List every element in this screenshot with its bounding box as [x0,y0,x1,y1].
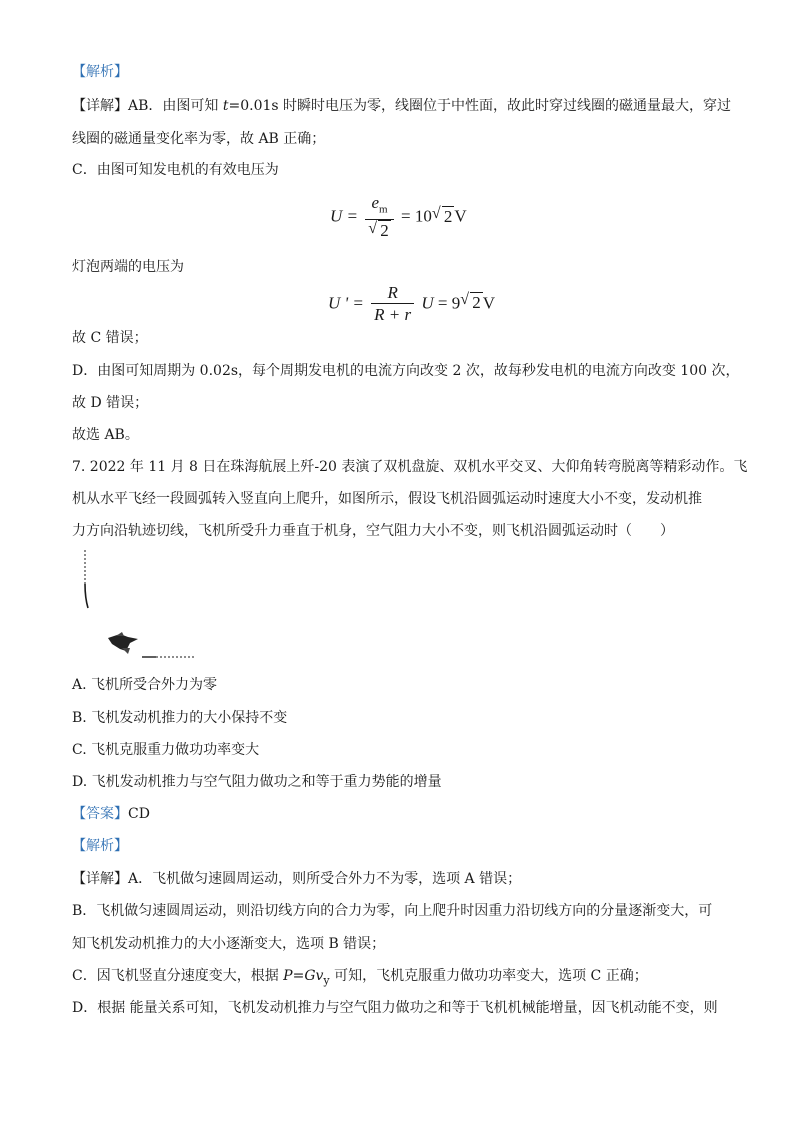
option-d: D. 飞机发动机推力与空气阻力做功之和等于重力势能的增量 [72,774,442,790]
solution-line: 故 C 错误； [72,330,148,346]
solution-line: C．由图可知发电机的有效电压为 [72,162,279,178]
solution-line: D．根据 能量关系可知，飞机发动机推力与空气阻力做功之和等于飞机机械能增量，因飞机动能不变，则 [72,1000,718,1016]
solution-line: 【详解】A．飞机做匀速圆周运动，则所受合外力不为零，选项 A 错误； [72,871,522,887]
question-line: 7. 2022 年 11 月 8 日在珠海航展上歼-20 表演了双机盘旋、双机水平交叉、大仰角转弯脱离等精彩动作。飞 [72,459,748,475]
solution-line: 知飞机发动机推力的大小逐渐变大，选项 B 错误； [72,936,386,952]
analysis-label: 【解析】 [72,64,128,80]
solution-line: 【详解】AB．由图可知 t=0.01s 时瞬时电压为零，线圈位于中性面，故此时穿过线圈的磁通量最大，穿过 [72,98,732,114]
option-b: B. 飞机发动机推力的大小保持不变 [72,710,288,726]
flight-path-figure [72,548,212,672]
answer-line: 【答案】CD [72,806,150,822]
solution-line: 故 D 错误； [72,395,149,411]
jet-icon [108,632,138,654]
question-line: 机从水平飞经一段圆弧转入竖直向上爬升，如图所示，假设飞机沿圆弧运动时速度大小不变，发动机推 [72,491,702,507]
solution-line: 灯泡两端的电压为 [72,259,184,275]
question-line: 力方向沿轨迹切线，飞机所受升力垂直于机身，空气阻力大小不变，则飞机沿圆弧运动时（ ） [72,523,674,539]
solution-line: D．由图可知周期为 0.02s，每个周期发电机的电流方向改变 2 次，故每秒发电机的电流方向改变 100 次， [72,363,740,379]
option-a: A. 飞机所受合外力为零 [72,677,218,693]
solution-line: 故选 AB。 [72,427,139,443]
arc-path [85,584,88,608]
formula-bulb-voltage: U ' = $\frac{R}{R + r}$ U = 9 √ 2 V [328,283,496,324]
analysis-label: 【解析】 [72,838,128,854]
solution-line: C．因飞机竖直分速度变大，根据 $P=Gv_y$ 可知，飞机克服重力做功功率变大，选项 C 正确； [72,968,648,987]
formula-effective-voltage: U = $e_m$ √ 2 = 10 √ 2 V [330,193,467,241]
option-c: C. 飞机克服重力做功功率变大 [72,742,260,758]
solution-line: B．飞机做匀速圆周运动，则沿切线方向的合力为零，向上爬升时因重力沿切线方向的分量逐渐变大，可 [72,903,713,919]
solution-line: 线圈的磁通量变化率为零，故 AB 正确； [72,131,326,147]
